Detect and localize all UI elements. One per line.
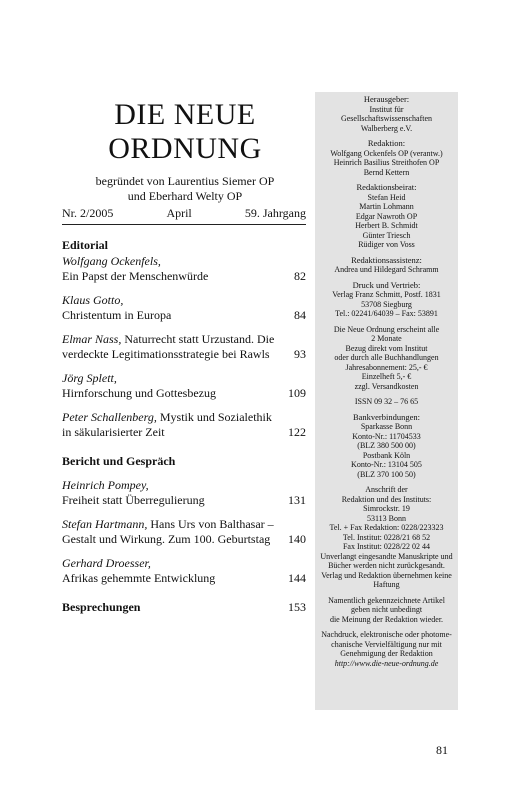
table-of-contents — [62, 238, 306, 615]
sidebar-line: Tel. Institut: 0228/21 68 52 — [342, 532, 431, 542]
sidebar-line: Bücher werden nicht zurückgesandt. — [328, 561, 445, 570]
toc-entry — [62, 332, 306, 362]
entry-title: Hirnforschung und Gottesbezug — [62, 386, 216, 400]
sidebar-line: Fax Institut: 0228/22 02 44 — [342, 542, 431, 551]
sidebar-line: Jahresabonnement: 25,- € — [345, 362, 428, 372]
entry-author: Peter Schallenberg, — [62, 410, 157, 424]
sidebar-line: chanische Vervielfältigung nur mit — [331, 639, 442, 649]
website-link[interactable]: http://www.die-neue-ordnung.de — [334, 658, 439, 668]
sidebar-line: Verlag und Redaktion übernehmen keine — [321, 570, 452, 580]
masthead — [60, 98, 310, 204]
journal-title-line-2: ORDNUNG — [108, 132, 262, 165]
toc-entry-reviews — [62, 600, 306, 615]
issue-volume: 59. Jahrgang — [244, 206, 306, 220]
section-heading-report: Bericht und Gespräch — [62, 454, 176, 468]
entry-title: Gestalt und Wirkung. Zum 100. Geburtstag — [62, 532, 271, 546]
sidebar-line: Wolfgang Ockenfels OP (verantw.) — [330, 148, 443, 158]
founders-line-1: begründet von Laurentius Siemer OP — [95, 174, 275, 188]
print-heading: Druck und Vertrieb: — [352, 279, 421, 290]
issue-month: April — [166, 206, 192, 220]
sidebar-line: Heinrich Basilius Streithofen OP — [333, 158, 440, 167]
entry-page: 93 — [294, 347, 306, 361]
sidebar-line: Unverlangt eingesandte Manuskripte und — [320, 551, 453, 561]
section-heading-editorial: Editorial — [62, 238, 109, 252]
entry-author: Gerhard Droesser, — [62, 556, 151, 570]
sidebar-line: Postbank Köln — [362, 450, 411, 460]
entry-page: 122 — [288, 425, 306, 439]
sidebar-line: Bernd Kettern — [363, 167, 410, 177]
sidebar-line: 53113 Bonn — [366, 513, 407, 523]
entry-page: 144 — [288, 571, 306, 585]
sidebar-line: (BLZ 380 500 00) — [357, 441, 416, 450]
entry-author: Stefan Hartmann, — [62, 517, 148, 531]
sidebar-line: Bezug direkt vom Institut — [345, 343, 428, 353]
publisher-heading: Herausgeber: — [363, 94, 410, 104]
toc-entry — [62, 371, 306, 401]
journal-title-line-1: DIE NEUE — [114, 98, 256, 131]
entry-title: in säkularisierter Zeit — [62, 425, 165, 439]
sidebar-line: zzgl. Versandkosten — [354, 381, 419, 391]
entry-title: Ein Papst der Menschenwürde — [62, 269, 209, 283]
entry-author: Jörg Splett, — [62, 371, 117, 385]
toc-entry — [62, 517, 306, 547]
entry-title-start: Mystik und Sozialethik — [159, 410, 272, 424]
board-heading: Redaktionsbeirat: — [356, 182, 417, 192]
entry-title: Freiheit statt Überregulierung — [62, 493, 205, 507]
entry-page: 109 — [288, 386, 306, 400]
sidebar-line: Namentlich gekennzeichnete Artikel — [328, 595, 445, 605]
sidebar-line: Walberberg e.V. — [360, 123, 413, 133]
toc-entry — [62, 478, 306, 508]
sidebar-line: die Meinung der Redaktion wieder. — [329, 614, 444, 624]
entry-title: verdeckte Legitimationsstrategie bei Rawls — [62, 347, 270, 361]
sidebar-line: Tel.: 02241/64039 – Fax: 53891 — [335, 309, 438, 318]
bank-heading: Bankverbindungen: — [352, 411, 421, 422]
entry-author: Elmar Nass, — [62, 332, 122, 346]
sidebar-line: Günter Triesch — [362, 230, 411, 240]
assistant-heading: Redaktionsassistenz: — [351, 254, 422, 265]
editors-heading: Redaktion: — [367, 138, 406, 148]
sidebar-line: Sparkasse Bonn — [360, 422, 413, 431]
sidebar-line: Konto-Nr.: 13104 505 — [351, 460, 422, 469]
sidebar-line: 2 Monate — [371, 334, 402, 343]
sidebar-line: oder durch alle Buchhandlungen — [334, 353, 439, 362]
entry-page: 84 — [294, 308, 306, 322]
sidebar-line: Verlag Franz Schmitt, Postf. 1831 — [332, 290, 441, 299]
entry-page: 140 — [288, 532, 306, 546]
entry-page: 131 — [288, 493, 306, 507]
toc-entry — [62, 556, 306, 586]
issue-number: Nr. 2/2005 — [62, 206, 114, 220]
entry-author: Wolfgang Ockenfels, — [62, 254, 161, 268]
entry-title-start: Naturrecht statt Urzustand. Die — [124, 332, 275, 346]
toc-entry — [62, 293, 306, 323]
sidebar-line: Tel. + Fax Redaktion: 0228/223323 — [329, 523, 444, 532]
imprint-sidebar — [315, 92, 458, 710]
sidebar-line: Rüdiger von Voss — [358, 240, 415, 249]
entry-title-start: Hans Urs von Balthasar – — [150, 517, 274, 531]
sidebar-line: Genehmigung der Redaktion — [340, 649, 433, 658]
section-heading-reviews: Besprechungen — [62, 600, 141, 614]
sidebar-line: (BLZ 370 100 50) — [357, 469, 416, 479]
sidebar-line: geben nicht unbedingt — [350, 605, 423, 614]
sidebar-line: Andrea und Hildegard Schramm — [334, 265, 439, 274]
sidebar-line: Herbert B. Schmidt — [355, 221, 418, 230]
issue-info — [62, 206, 306, 225]
issn: ISSN 09 32 – 76 65 — [354, 397, 419, 406]
sidebar-line: Simrockstr. 19 — [363, 504, 410, 513]
sidebar-line: Gesellschaftswissenschaften — [340, 114, 433, 123]
founders-line-2: und Eberhard Welty OP — [127, 189, 243, 203]
entry-page: 153 — [288, 600, 306, 614]
sidebar-line: Anschrift der — [365, 485, 408, 494]
toc-entry — [62, 254, 306, 284]
sidebar-line: Edgar Nawroth OP — [355, 211, 418, 221]
page-number: 81 — [436, 743, 448, 757]
toc-entry — [62, 410, 306, 440]
sidebar-line: 53708 Siegburg — [361, 299, 412, 309]
sidebar-line: Redaktion und des Instituts: — [341, 494, 432, 504]
sidebar-line: Nachdruck, elektronische oder photome- — [321, 630, 452, 639]
sidebar-line: Institut für — [369, 104, 404, 114]
sidebar-line: Die Neue Ordnung erscheint alle — [333, 324, 440, 334]
sidebar-line: Haftung — [373, 580, 400, 589]
entry-title: Christentum in Europa — [62, 308, 172, 322]
entry-page: 82 — [294, 269, 306, 283]
sidebar-line: Stefan Heid — [367, 192, 406, 202]
sidebar-line: Konto-Nr.: 11704533 — [352, 431, 421, 441]
entry-title: Afrikas gehemmte Entwicklung — [62, 571, 216, 585]
entry-author: Klaus Gotto, — [62, 293, 124, 307]
sidebar-line: Martin Lohmann — [359, 202, 414, 211]
sidebar-line: Einzelheft 5,- € — [361, 372, 412, 381]
entry-author: Heinrich Pompey, — [62, 478, 149, 492]
